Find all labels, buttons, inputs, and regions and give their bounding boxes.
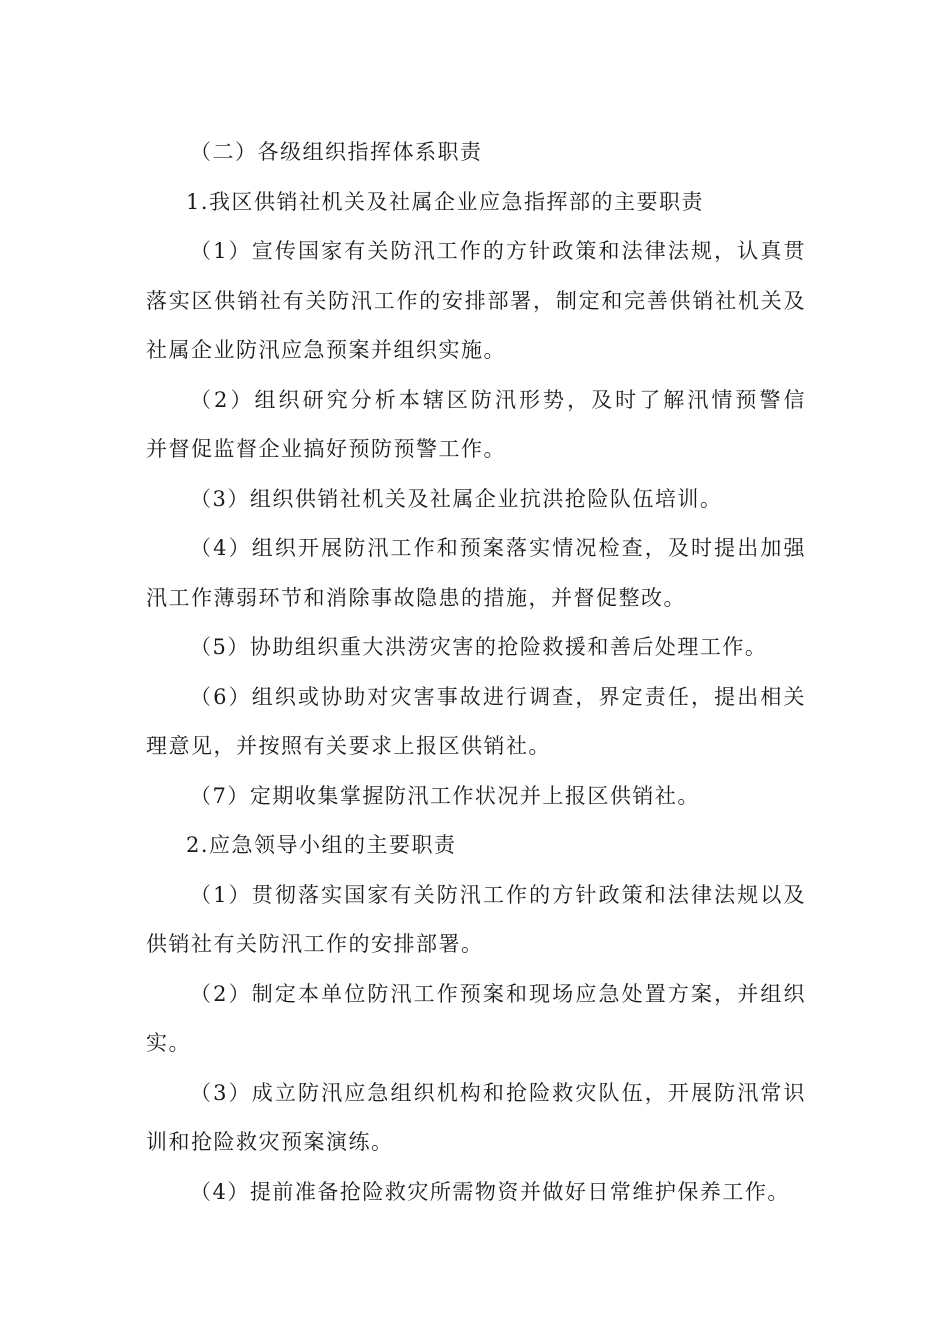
paragraph-line: （4）组织开展防汛工作和预案落实情况检查，及时提出加强 <box>190 536 806 560</box>
paragraph-line: 并督促监督企业搞好预防预警工作。 <box>146 437 506 461</box>
paragraph-line: （5）协助组织重大洪涝灾害的抢险救援和善后处理工作。 <box>190 635 768 659</box>
paragraph-line: （2）组织研究分析本辖区防汛形势，及时了解汛情预警信 <box>190 387 806 412</box>
paragraph-line: （7）定期收集掌握防汛工作状况并上报区供销社。 <box>190 783 700 808</box>
subsection-heading-1: 1.我区供销社机关及社属企业应急指挥部的主要职责 <box>186 189 705 214</box>
paragraph-line: 实。 <box>146 1031 191 1055</box>
paragraph-line: 理意见，并按照有关要求上报区供销社。 <box>146 734 551 758</box>
paragraph-line: （4）提前准备抢险救灾所需物资并做好日常维护保养工作。 <box>190 1179 790 1204</box>
document-body <box>146 128 806 1217</box>
paragraph-line: 社属企业防汛应急预案并组织实施。 <box>146 338 506 362</box>
paragraph-line: （1）贯彻落实国家有关防汛工作的方针政策和法律法规以及 <box>190 882 806 907</box>
paragraph-line: （6）组织或协助对灾害事故进行调查，界定责任，提出相关 <box>190 684 806 709</box>
section-heading: （二）各级组织指挥体系职责 <box>190 140 483 164</box>
paragraph-line: 落实区供销社有关防汛工作的安排部署，制定和完善供销社机关及 <box>146 288 806 313</box>
paragraph-line: 训和抢险救灾预案演练。 <box>146 1130 394 1154</box>
paragraph-line: （3）组织供销社机关及社属企业抗洪抢险队伍培训。 <box>190 486 723 511</box>
paragraph-line: 汛工作薄弱环节和消除事故隐患的措施，并督促整改。 <box>146 585 686 610</box>
paragraph-line: （2）制定本单位防汛工作预案和现场应急处置方案，并组织 <box>190 981 806 1006</box>
paragraph-line: 供销社有关防汛工作的安排部署。 <box>146 932 484 956</box>
paragraph-line: （3）成立防汛应急组织机构和抢险救灾队伍，开展防汛常识 <box>190 1080 806 1105</box>
paragraph-line: （1）宣传国家有关防汛工作的方针政策和法律法规，认真贯 <box>190 239 806 263</box>
subsection-heading-2: 2.应急领导小组的主要职责 <box>186 833 457 857</box>
